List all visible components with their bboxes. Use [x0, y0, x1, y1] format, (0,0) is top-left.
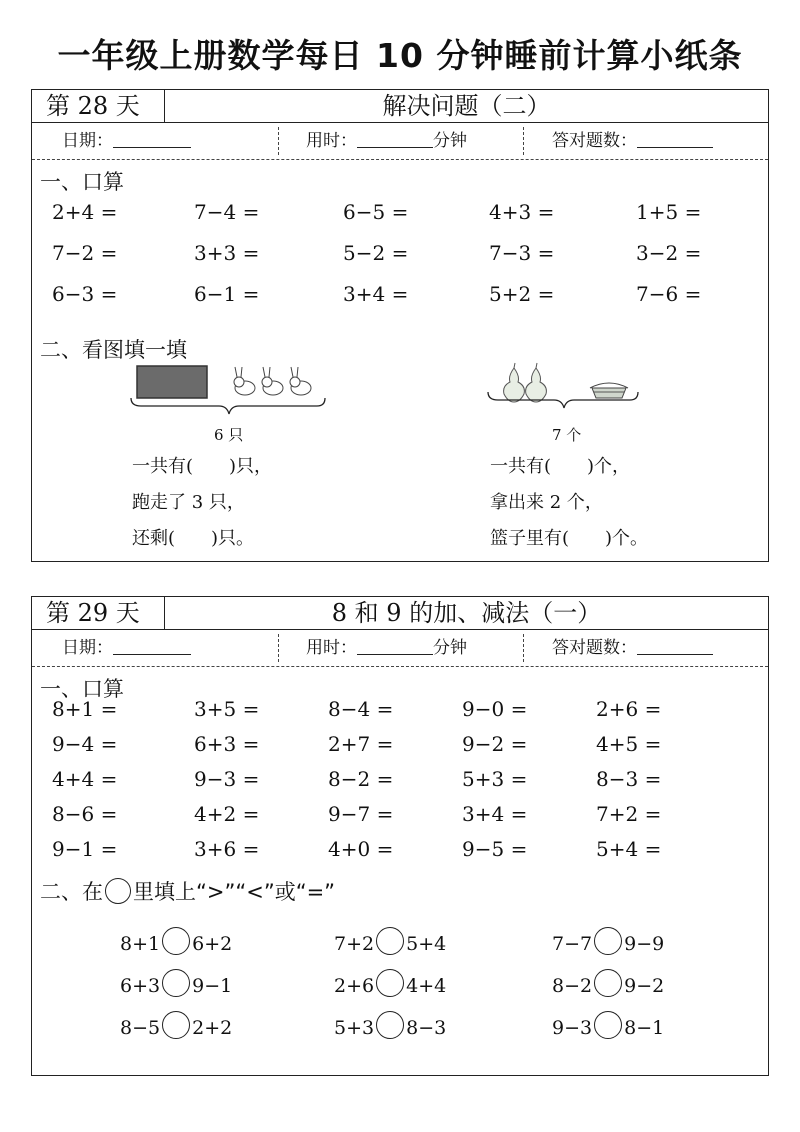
mental-problem: 6−1 =	[194, 282, 260, 306]
mental-problem: 9−1 =	[52, 837, 118, 861]
answer-circle[interactable]	[594, 927, 622, 955]
mental-problem: 5+4 =	[596, 837, 662, 861]
mental-problem: 4+5 =	[596, 732, 662, 756]
day28-right-total: 7 个	[552, 426, 582, 444]
compare-right: 8−3	[406, 1017, 447, 1039]
day28-left-total: 6 只	[214, 426, 244, 444]
mental-problem: 2+6 =	[596, 697, 662, 721]
date-blank[interactable]	[113, 129, 191, 148]
date-label: 日期：	[62, 131, 113, 151]
answer-circle[interactable]	[376, 1011, 404, 1039]
pear-icon	[526, 363, 547, 402]
time-field	[306, 123, 467, 159]
day29-meta-row	[32, 630, 768, 667]
correct-field	[552, 630, 713, 666]
compare-left: 8−2	[552, 975, 593, 997]
compare-item	[334, 1011, 446, 1039]
page-title: 一年级上册数学每日 10 分钟睡前计算小纸条	[57, 36, 743, 75]
mental-problem: 9−2 =	[462, 732, 528, 756]
mental-problem: 4+4 =	[52, 767, 118, 791]
section2-prefix: 二、在	[40, 880, 103, 904]
answer-circle[interactable]	[594, 1011, 622, 1039]
mental-problem: 8−4 =	[328, 697, 394, 721]
mental-problem: 6−3 =	[52, 282, 118, 306]
mental-problem: 6−5 =	[343, 200, 409, 224]
answer-circle[interactable]	[162, 927, 190, 955]
mental-problem: 7+2 =	[596, 802, 662, 826]
mental-problem: 1+5 =	[636, 200, 702, 224]
day28-right-line1: 一共有( )个，	[490, 456, 631, 477]
day29-topic: 8 和 9 的加、减法（一）	[331, 599, 602, 627]
cover-rectangle	[137, 366, 207, 398]
day28-left-line2: 跑走了 3 只，	[132, 492, 245, 513]
day29-label: 第 29 天	[32, 597, 165, 629]
mental-problem: 3+6 =	[194, 837, 260, 861]
minutes-label: 分钟	[433, 131, 467, 151]
compare-item	[552, 1011, 664, 1039]
mental-problem: 4+3 =	[489, 200, 555, 224]
divider	[278, 634, 279, 662]
day28-card	[31, 89, 769, 562]
day29-card	[31, 596, 769, 1076]
compare-left: 6+3	[120, 975, 161, 997]
mental-problem: 9−5 =	[462, 837, 528, 861]
compare-right: 8−1	[624, 1017, 665, 1039]
date-blank[interactable]	[113, 636, 191, 655]
day28-meta-row	[32, 123, 768, 160]
compare-item	[552, 969, 664, 997]
answer-circle[interactable]	[162, 969, 190, 997]
compare-left: 9−3	[552, 1017, 593, 1039]
correct-label: 答对题数：	[552, 638, 637, 658]
mental-problem: 3−2 =	[636, 241, 702, 265]
compare-right: 9−1	[192, 975, 233, 997]
mental-problem: 4+2 =	[194, 802, 260, 826]
day28-header	[32, 90, 768, 123]
correct-blank[interactable]	[637, 636, 713, 655]
mental-problem: 8−2 =	[328, 767, 394, 791]
date-field	[62, 630, 191, 666]
compare-right: 2+2	[192, 1017, 233, 1039]
date-label: 日期：	[62, 638, 113, 658]
time-blank[interactable]	[357, 129, 433, 148]
mental-problem: 9−0 =	[462, 697, 528, 721]
compare-item	[120, 927, 232, 955]
correct-blank[interactable]	[637, 129, 713, 148]
brace-icon	[131, 398, 325, 414]
compare-right: 5+4	[406, 933, 447, 955]
mental-problem: 8−3 =	[596, 767, 662, 791]
time-label: 用时：	[306, 131, 357, 151]
day28-right-line2: 拿出来 2 个，	[490, 492, 603, 513]
mental-problem: 2+7 =	[328, 732, 394, 756]
day29-section1-title: 一、口算	[40, 677, 124, 701]
basket-icon	[590, 383, 628, 398]
mental-problem: 7−3 =	[489, 241, 555, 265]
compare-left: 5+3	[334, 1017, 375, 1039]
correct-label: 答对题数：	[552, 131, 637, 151]
rabbit-icon	[262, 367, 283, 395]
day28-label: 第 28 天	[32, 90, 165, 122]
mental-problem: 3+4 =	[462, 802, 528, 826]
time-field	[306, 630, 467, 666]
divider	[278, 127, 279, 155]
compare-right: 9−2	[624, 975, 665, 997]
compare-right: 9−9	[624, 933, 665, 955]
pear-icon	[504, 363, 525, 402]
minutes-label: 分钟	[433, 638, 467, 658]
time-blank[interactable]	[357, 636, 433, 655]
mental-problem: 4+0 =	[328, 837, 394, 861]
mental-problem: 3+3 =	[194, 241, 260, 265]
date-field	[62, 123, 191, 159]
answer-circle[interactable]	[594, 969, 622, 997]
compare-left: 7+2	[334, 933, 375, 955]
day28-right-line3: 篮子里有( )个。	[490, 528, 649, 549]
mental-problem: 9−3 =	[194, 767, 260, 791]
day29-header	[32, 597, 768, 630]
mental-problem: 6+3 =	[194, 732, 260, 756]
day28-left-line1: 一共有( )只，	[132, 456, 273, 477]
circle-icon	[105, 878, 131, 904]
answer-circle[interactable]	[376, 969, 404, 997]
mental-problem: 5+3 =	[462, 767, 528, 791]
correct-field	[552, 123, 713, 159]
answer-circle[interactable]	[162, 1011, 190, 1039]
mental-problem: 7−6 =	[636, 282, 702, 306]
section2-suffix: 里填上“>”“<”或“=”	[133, 880, 336, 904]
divider	[523, 634, 524, 662]
compare-item	[334, 969, 446, 997]
mental-problem: 7−4 =	[194, 200, 260, 224]
mental-problem: 5−2 =	[343, 241, 409, 265]
mental-problem: 2+4 =	[52, 200, 118, 224]
rabbit-icon	[290, 367, 311, 395]
compare-left: 8−5	[120, 1017, 161, 1039]
compare-right: 4+4	[406, 975, 447, 997]
mental-problem: 9−4 =	[52, 732, 118, 756]
compare-left: 2+6	[334, 975, 375, 997]
rabbit-icon	[234, 367, 255, 395]
day28-section1-title: 一、口算	[40, 170, 124, 194]
compare-left: 8+1	[120, 933, 161, 955]
compare-item	[334, 927, 446, 955]
answer-circle[interactable]	[376, 927, 404, 955]
compare-right: 6+2	[192, 933, 233, 955]
day28-right-picture	[484, 362, 646, 420]
compare-left: 7−7	[552, 933, 593, 955]
mental-problem: 5+2 =	[489, 282, 555, 306]
day28-section2-title: 二、看图填一填	[40, 338, 187, 362]
mental-problem: 9−7 =	[328, 802, 394, 826]
divider	[523, 127, 524, 155]
compare-item	[120, 1011, 232, 1039]
time-label: 用时：	[306, 638, 357, 658]
day28-left-picture	[127, 360, 337, 420]
compare-item	[120, 969, 232, 997]
day28-topic: 解决问题（二）	[382, 92, 551, 120]
mental-problem: 7−2 =	[52, 241, 118, 265]
mental-problem: 8−6 =	[52, 802, 118, 826]
mental-problem: 3+5 =	[194, 697, 260, 721]
day28-left-line3: 还剩( )只。	[132, 528, 255, 549]
mental-problem: 8+1 =	[52, 697, 118, 721]
compare-item	[552, 927, 664, 955]
mental-problem: 3+4 =	[343, 282, 409, 306]
day29-section2-title	[40, 876, 335, 906]
